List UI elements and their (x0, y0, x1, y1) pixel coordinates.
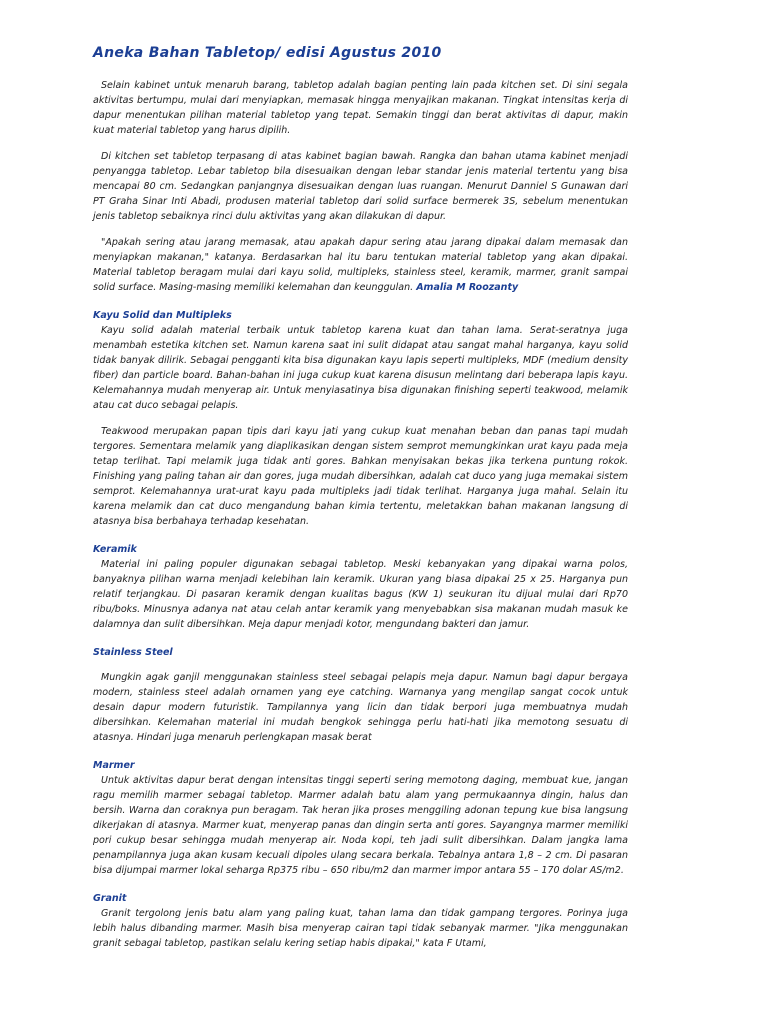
author-name: Amalia M Roozanty (416, 282, 519, 293)
section-heading-granit: Granit (93, 893, 127, 904)
section-heading-keramik: Keramik (93, 544, 137, 555)
keramik-paragraph-1: Material ini paling populer digunakan sebagai tabletop. Meski kebanyakan yang dipakai warna polos, banyaknya pilihan warna menjadi kelebihan lain keramik. Ukuran yang biasa dipakai 25 x 25. Harganya pun relatif terjangkau. Di pasaran keramik dengan kualitas bagus (KW 1) seukuran itu dijual mulai dari Rp70 ribu/boks. Minusnya adanya nat atau celah antar keramik yang menyebabkan sisa makanan mudah masuk ke dalamnya dan sulit dibersihkan. Meja dapur menjadi kotor, mengundang bakteri dan jamur. (93, 559, 628, 630)
document-title: Aneka Bahan Tabletop/ edisi Agustus 2010 (93, 45, 442, 61)
section-heading-marmer: Marmer (93, 760, 135, 771)
kayu-paragraph-1: Kayu solid adalah material terbaik untuk tabletop karena kuat dan tahan lama. Serat-seratnya juga menambah estetika kitchen set. Namun karena saat ini sulit didapat atau sangat mahal harganya, kayu solid tidak banyak dilirik. Sebagai pengganti kita bisa digunakan kayu lapis seperti multipleks, MDF (medium density fiber) dan particle board. Bahan-bahan ini juga cukup kuat karena disusun melintang dari beberapa lapis kayu. Kelemahannya mudah menyerap air. Untuk menyiasatinya bisa digunakan finishing seperti teakwood, melamik atau cat duco sebagai pelapis. (93, 325, 628, 411)
stainless-paragraph-1: Mungkin agak ganjil menggunakan stainless steel sebagai pelapis meja dapur. Namun bagi dapur bergaya modern, stainless steel adalah ornamen yang eye catching. Warnanya yang mengilap sangat cocok untuk desain dapur modern futuristik. Tampilannya yang licin dan tidak berpori juga membuatnya mudah dibersihkan. Kelemahan material ini mudah bengkok sehingga perlu hati-hati jika memotong sesuatu di atasnya. Hindari juga menaruh perlengkapan masak berat (93, 672, 628, 743)
kayu-paragraph-2: Teakwood merupakan papan tipis dari kayu jati yang cukup kuat menahan beban dan panas tapi mudah tergores. Sementara melamik yang diaplikasikan dengan sistem semprot memungkinkan urat kayu pada meja tetap terlihat. Tapi melamik juga tidak anti gores. Bahkan menyisakan bekas jika terkena puntung rokok. Finishing yang paling tahan air dan gores, juga mudah dibersihkan, adalah cat duco yang juga memakai sistem semprot. Kelemahannya urat-urat kayu pada multipleks jadi tidak terlihat. Harganya juga mahal. Selain itu karena melamik dan cat duco mengandung bahan kimia tertentu, meletakkan bahan makanan langsung di atasnya bisa berbahaya terhadap kesehatan. (93, 426, 628, 527)
section-heading-stainless: Stainless Steel (93, 647, 173, 658)
intro-paragraph-2: Di kitchen set tabletop terpasang di atas kabinet bagian bawah. Rangka dan bahan utama kabinet menjadi penyangga tabletop. Lebar tabletop bila disesuaikan dengan lebar standar jenis material tertentu yang bisa mencapai 80 cm. Sedangkan panjangnya disesuaikan dengan luas ruangan. Menurut Danniel S Gunawan dari PT Graha Sinar Inti Abadi, produsen material tabletop dari solid surface bermerek 3S, sebelum menentukan jenis tabletop sebaiknya rinci dulu aktivitas yang akan dilakukan di dapur. (93, 151, 628, 222)
intro-paragraph-3 (93, 235, 628, 295)
intro-paragraph-3-text: "Apakah sering atau jarang memasak, atau apakah dapur sering atau jarang dipakai dalam memasak dan menyiapkan makanan," katanya. Berdasarkan hal itu baru tentukan material tabletop yang akan dipakai. Material tabletop beragam mulai dari kayu solid, multipleks, stainless steel, keramik, marmer, granit sampai solid surface. Masing-masing memiliki kelemahan dan keunggulan. (93, 237, 628, 293)
granit-paragraph-1: Granit tergolong jenis batu alam yang paling kuat, tahan lama dan tidak gampang tergores. Porinya juga lebih halus dibanding marmer. Masih bisa menyerap cairan tapi tidak sebanyak marmer. "Jika menggunakan granit sebagai tabletop, pastikan selalu kering setiap habis dipakai," kata F Utami, (93, 908, 628, 949)
intro-paragraph-1: Selain kabinet untuk menaruh barang, tabletop adalah bagian penting lain pada kitchen set. Di sini segala aktivitas bertumpu, mulai dari menyiapkan, memasak hingga menyajikan makanan. Tingkat intensitas kerja di dapur menentukan pilihan material tabletop yang tepat. Semakin tinggi dan berat aktivitas di dapur, makin kuat material tabletop yang harus dipilih. (93, 80, 628, 136)
section-heading-kayu: Kayu Solid dan Multipleks (93, 310, 232, 321)
marmer-paragraph-1: Untuk aktivitas dapur berat dengan intensitas tinggi seperti sering memotong daging, membuat kue, jangan ragu memilih marmer sebagai tabletop. Marmer adalah batu alam yang permukaannya dingin, halus dan bersih. Warna dan coraknya pun beragam. Tak heran jika proses menggiling adonan tepung kue bisa langsung dikerjakan di atasnya. Marmer kuat, menyerap panas dan dingin serta anti gores. Sayangnya marmer memiliki pori cukup besar sehingga mudah menyerap air. Noda kopi, teh jadi sulit dibersihkan. Dalam jangka lama penampilannya juga akan kusam kecuali dipoles ulang secara berkala. Tebalnya antara 1,8 – 2 cm. Di pasaran bisa dijumpai marmer lokal seharga Rp375 ribu – 650 ribu/m2 dan marmer impor antara 55 – 170 dolar AS/m2. (93, 775, 628, 876)
